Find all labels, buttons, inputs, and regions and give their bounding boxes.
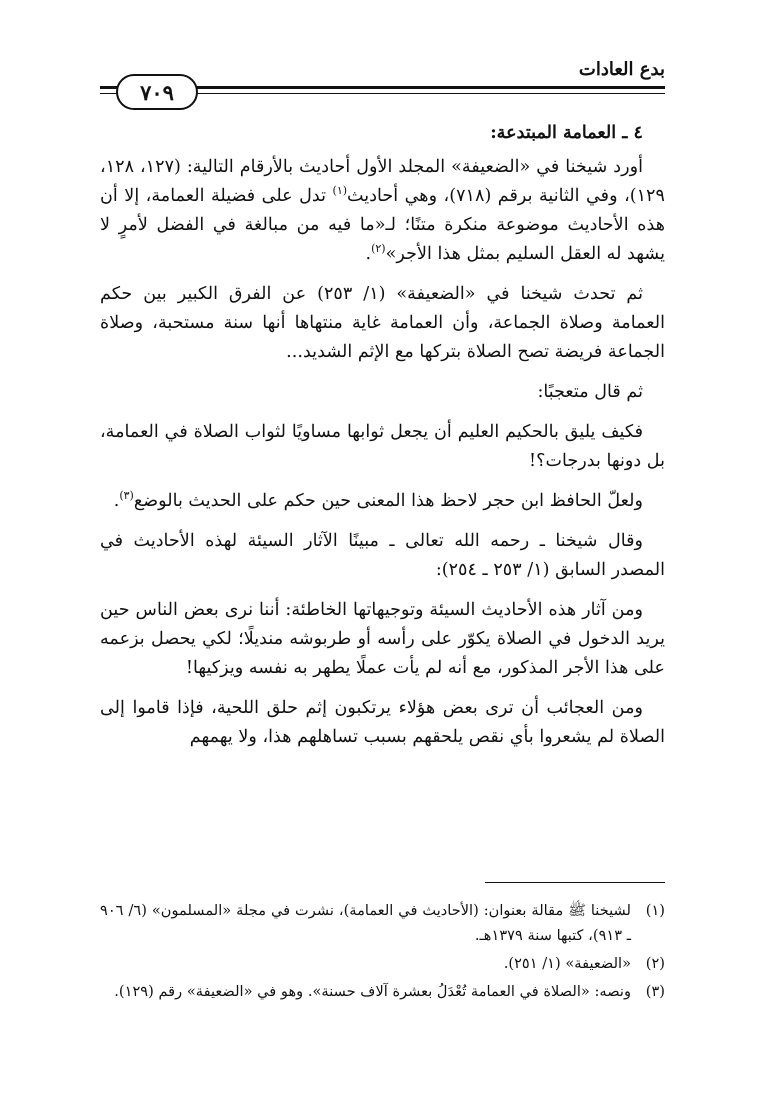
footnote-3 [100, 979, 665, 1004]
footnote-ref-2: (٢) [371, 242, 386, 256]
footnote-text: «الضعيفة» (١/ ٢٥١). [503, 955, 631, 972]
footnote-text: لشيخنا ﷺ مقالة بعنوان: (الأحاديث في العمامة)، نشرت في مجلة «المسلمون» (٦/ ٩٠٦ ـ ٩١٣)، كتبها سنة ١٣٧٩هـ. [100, 902, 631, 944]
paragraph-1 [100, 153, 665, 269]
page-number: ٧٠٩ [140, 79, 174, 105]
footnote-2 [100, 951, 665, 976]
footnote-text: ونصه: «الصلاة في العمامة تُعْدَلُ بعشرة آلاف حسنة». وهو في «الضعيفة» رقم (١٢٩). [114, 983, 631, 1000]
footnote-number: (١) [645, 902, 665, 919]
paragraph-5-end: . [113, 491, 120, 511]
paragraph-5-text: ولعلّ الحافظ ابن حجر لاحظ هذا المعنى حين حكم على الحديث بالوضع [133, 491, 643, 511]
footnote-number: (٣) [645, 983, 665, 1000]
paragraph-1-text: أورد شيخنا في «الضعيفة» المجلد الأول أحاديث بالأرقام التالية: (١٢٧، ١٢٨، ١٢٩)، وفي الثانية برقم (٧١٨)، وهي أحاديث [100, 157, 665, 206]
paragraph-4: فكيف يليق بالحكيم العليم أن يجعل ثوابها مساويًا لثواب الصلاة في العمامة، بل دونها بدرجات؟! [100, 422, 665, 471]
paragraph-6: وقال شيخنا ـ رحمه الله تعالى ـ مبينًا الآثار السيئة لهذه الأحاديث في المصدر السابق (١/ ٢٥٣ ـ ٢٥٤): [100, 531, 665, 580]
footnote-separator [485, 882, 665, 883]
main-text [100, 118, 665, 763]
footnote-1 [100, 898, 665, 948]
paragraph-1-text-b: تدل على فضيلة العمامة، إلا أن هذه الأحاديث موضوعة منكرة متنًا؛ لـ«ما فيه من مبالغة في الفضل لأمرٍ لا يشهد له العقل السليم بمثل هذا الأجر» [100, 186, 665, 264]
paragraph-8: ومن العجائب أن ترى بعض هؤلاء يرتكبون إثم حلق اللحية، فإذا قاموا إلى الصلاة لم يشعروا بأي نقص يلحقهم بسبب تساهلهم هذا، ولا يهمهم [100, 698, 665, 747]
page-number-badge [116, 74, 198, 110]
paragraph-3: ثم قال متعجبًا: [537, 382, 643, 402]
footnote-ref-3: (٣) [119, 489, 134, 503]
section-heading: ٤ ـ العمامة المبتدعة: [490, 122, 643, 143]
paragraph-5 [100, 487, 665, 516]
footnote-number: (٢) [645, 955, 665, 972]
footnotes [100, 898, 665, 1007]
paragraph-7: ومن آثار هذه الأحاديث السيئة وتوجيهاتها الخاطئة: أننا نرى بعض الناس حين يريد الدخول في الصلاة يكوّر على رأسه أو طربوشه منديلًا؛ لكي يحصل بزعمه على هذا الأجر المذكور، مع أنه لم يأت عملًا يطهر به نفسه ويزكيها! [100, 600, 665, 678]
paragraph-2: ثم تحدث شيخنا في «الضعيفة» (١/ ٢٥٣) عن الفرق الكبير بين حكم العمامة وصلاة الجماعة، وأن العمامة غاية منتهاها أنها سنة مستحبة، وصلاة الجماعة فريضة تصح الصلاة بتركها مع الإثم الشديد... [100, 284, 665, 362]
running-title: بدع العادات [578, 59, 665, 80]
paragraph-1-end: . [365, 244, 372, 264]
footnote-ref-1: (١) [332, 184, 348, 198]
